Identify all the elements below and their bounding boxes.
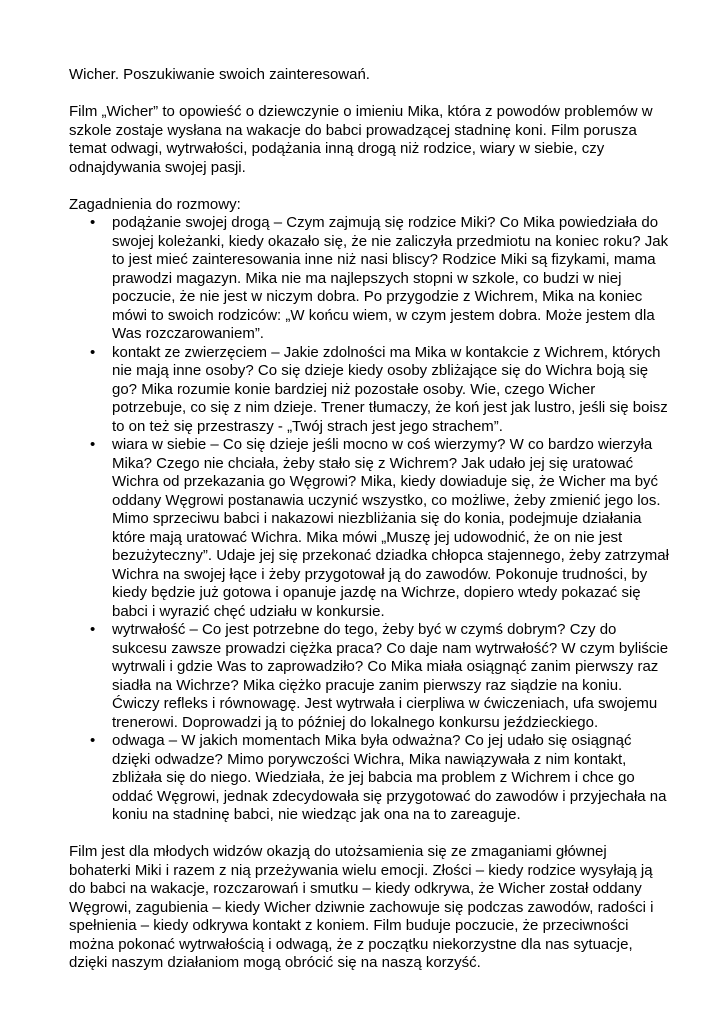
conclusion-paragraph: Film jest dla młodych widzów okazją do utożsamienia się ze zmaganiami głównej bohaterki Miki i razem z nią przeżywania wielu emocji. Złości – kiedy rodzice wysyłają ją do babci na wakacje, rozczarowań i smutku – kiedy odkrywa, że Wicher został oddany Węgrowi, zagubienia – kiedy Wicher dziwnie zachowuje się podczas zawodów, radości i spełnienia – kiedy odkrywa kontakt z koniem. Film buduje poczucie, że przeciwności można pokonać wytrwałością i odwagą, że z początku niekorzystne dla nas sytuacje, dzięki naszym działaniom mogą obrócić się na naszą korzyść. bbox=[69, 843, 654, 971]
bullet-icon: • bbox=[90, 214, 96, 231]
topic-item bbox=[90, 343, 669, 437]
document-title: Wicher. Poszukiwanie swoich zainteresowań. bbox=[69, 66, 370, 83]
topic-text: odwaga – W jakich momentach Mika była odważna? Co jej udało się osiągnąć dzięki odwadze? Mimo porywczości Wichra, Mika nawiązywała z nim kontakt, zbliżała się do niego. Wiedziała, że jej babcia ma problem z Wichrem i chce go oddać Węgrowi, jednak zdecydowała się przygotować do zawodów i przyjechała na koniu na stadninę babci, nie wiedząc jak ona na to zareaguje. bbox=[112, 732, 667, 823]
bullet-icon: • bbox=[90, 621, 96, 638]
topic-text: wiara w siebie – Co się dzieje jeśli mocno w coś wierzymy? W co bardzo wierzyła Mika? Czego nie chciała, żeby stało się z Wichrem? Jak udało jej się uratować Wichra od przekazania go Węgrowi? Mika, kiedy dowiaduje się, że Wicher ma być oddany Węgrowi postanawia uczynić wszystko, co możliwe, żeby zmienić jego los. Mimo sprzeciwu babci i nakazowi niezbliżania się do konia, podejmuje działania które mają uratować Wichra. Mika mówi „Muszę jej udowodnić, że on nie jest bezużyteczny”. Udaje jej się przekonać dziadka chłopca stajennego, żeby zatrzymał Wichra na swojej łące i żeby przygotował ją do zawodów. Pokonuje trudności, by kiedy będzie już gotowa i opanuje jazdę na Wichrze, dopiero wtedy pokazać się babci i wyrazić chęć udziału w konkursie. bbox=[112, 436, 669, 620]
topic-item bbox=[90, 732, 669, 825]
topic-text: podążanie swojej drogą – Czym zajmują się rodzice Miki? Co Mika powiedziała do swojej koleżanki, kiedy okazało się, że nie zaliczyła przedmiotu na koniec roku? Jak to jest mieć zainteresowania inne niż nasi bliscy? Rodzice Miki są fizykami, mama prawodzi magazyn. Mika nie ma najlepszych stopni w szkole, co budzi w niej poczucie, że nie jest w niczym dobra. Po przygodzie z Wichrem, Mika na koniec mówi to swoich rodziców: „W końcu wiem, w czym jestem dobra. Może jestem dla Was rozczarowaniem”. bbox=[112, 214, 669, 342]
intro-paragraph: Film „Wicher” to opowieść o dziewczynie o imieniu Mika, która z powodów problemów w szkole zostaje wysłana na wakacje do babci prowadzącej stadninę koni. Film porusza temat odwagi, wytrwałości, podążania inną drogą niż rodzice, wiary w siebie, czy odnajdywania swojej pasji. bbox=[69, 103, 653, 176]
topic-text: wytrwałość – Co jest potrzebne do tego, żeby być w czymś dobrym? Czy do sukcesu zawsze prowadzi ciężka praca? Co daje nam wytrwałość? W czym byliście wytrwali i gdzie Was to zaprowadziło? Co Mika miała osiągnąć zanim pierwszy raz siadła na Wichrze? Mika ciężko pracuje zanim pierwszy raz siądzie na koniu. Ćwiczy refleks i równowagę. Jest wytrwała i cierpliwa w ćwiczeniach, ufa swojemu trenerowi. Doprowadzi ją to później do lokalnego konkursu jeździeckiego. bbox=[112, 621, 669, 731]
topic-item bbox=[90, 214, 669, 344]
document-page bbox=[69, 66, 669, 991]
bullet-icon: • bbox=[90, 343, 96, 361]
topics-heading: Zagadnienia do rozmowy: bbox=[69, 195, 241, 213]
topic-item bbox=[90, 621, 669, 732]
bullet-icon: • bbox=[90, 436, 96, 453]
topic-text: kontakt ze zwierzęciem – Jakie zdolności ma Mika w kontakcie z Wichrem, których nie mają inne osoby? Co się dzieje kiedy osoby zbliżające się do Wichra boją się go? Mika rozumie konie bardziej niż pozostałe osoby. Wie, czego Wicher potrzebuje, co się z nim dzieje. Trener tłumaczy, że koń jest jak lustro, jeśli się boisz to on też się przestraszy - „Twój strach jest jego strachem”. bbox=[112, 343, 668, 435]
topic-item bbox=[90, 436, 669, 621]
bullet-icon: • bbox=[90, 732, 96, 749]
topics-list bbox=[69, 214, 669, 825]
